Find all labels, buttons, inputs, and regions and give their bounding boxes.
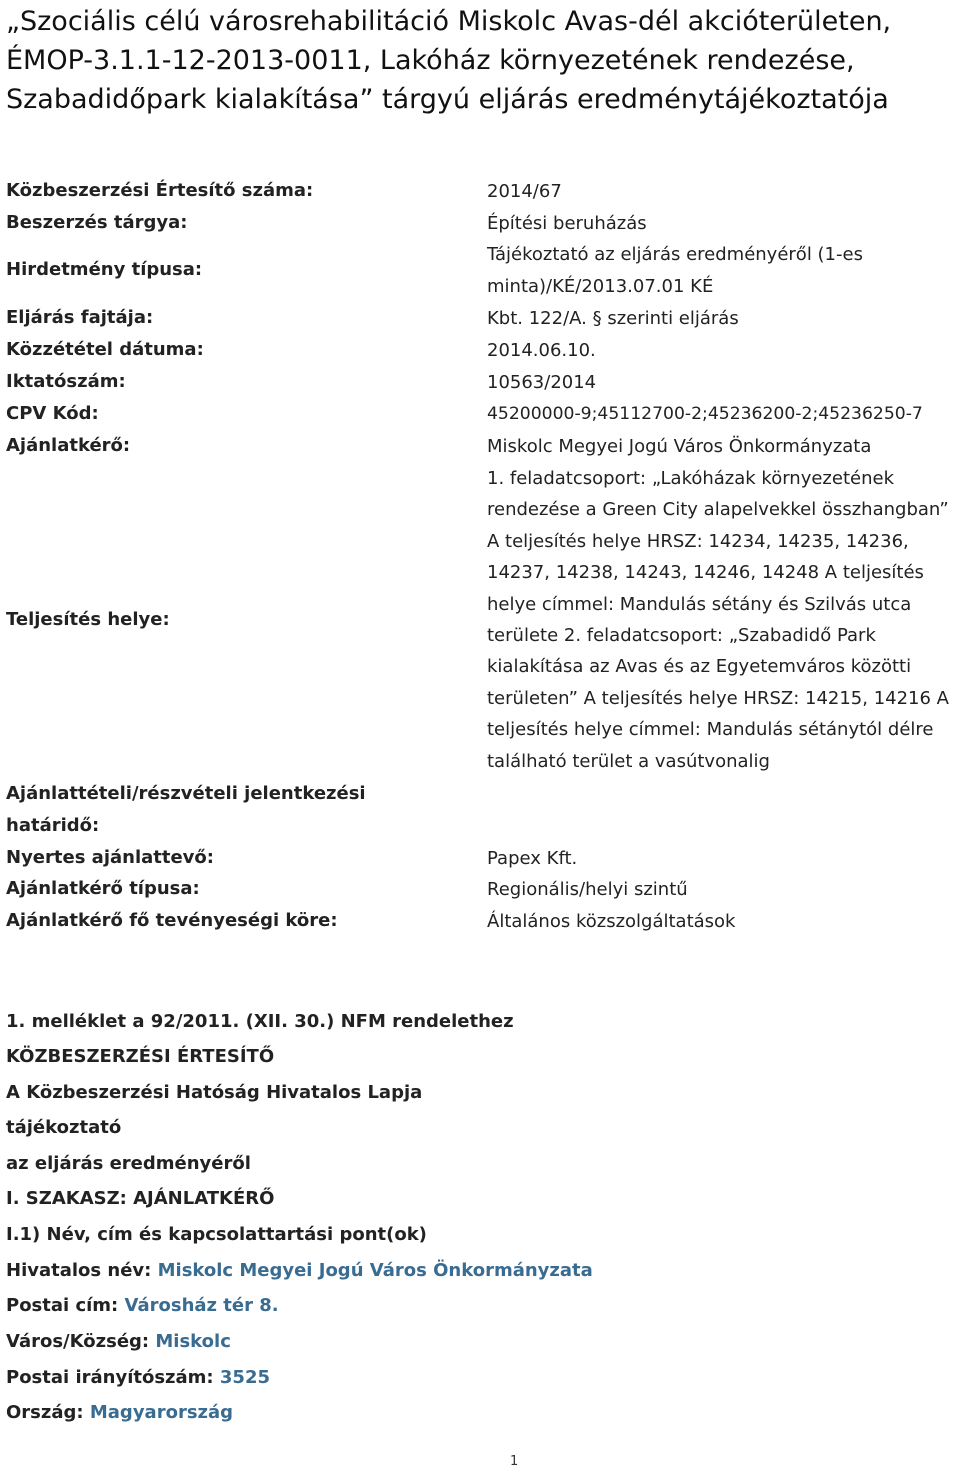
ertesito-heading: KÖZBESZERZÉSI ÉRTESÍTŐ (6, 1046, 275, 1067)
document-title (6, 2, 956, 119)
teljesites-line: található terület a vasútvonalig (487, 750, 770, 772)
hatarido-line: Ajánlattételi/részvételi jelentkezési (6, 783, 366, 804)
cpv-label: CPV Kód: (6, 403, 99, 424)
teljesites-line: teljesítés helye címmel: Mandulás sétánytól délre (487, 719, 934, 741)
irsz-label: Postai irányítószám: (6, 1367, 220, 1388)
irsz-row (6, 1367, 270, 1388)
fajta-label: Eljárás fajtája: (6, 307, 154, 328)
teljesites-line: kialakítása az Avas és az Egyetemváros közötti (487, 656, 912, 678)
postai-cim-row (6, 1295, 279, 1316)
teljesites-line: rendezése a Green City alapelvekkel összhangban” (487, 499, 949, 521)
hatarido-line: határidő: (6, 815, 100, 836)
iktato-label: Iktatószám: (6, 371, 126, 392)
irsz-value: 3525 (219, 1367, 271, 1388)
melleklet-heading: 1. melléklet a 92/2011. (XII. 30.) NFM rendelethez (6, 1011, 514, 1032)
hirdetmeny-value (487, 239, 863, 303)
hirdetmeny-line: minta)/KÉ/2013.07.01 KÉ (487, 276, 714, 297)
orszag-value: Magyarország (89, 1402, 234, 1423)
teljesites-line: területen” A teljesítés helye HRSZ: 14215, 14216 A (487, 687, 949, 709)
title-line: Szabadidőpark kialakítása” tárgyú eljárás eredménytájékoztatója (6, 84, 889, 115)
teljesites-line: 14237, 14238, 14243, 14246, 14248 A teljesítés (487, 562, 924, 584)
teljesites-label: Teljesítés helye: (6, 609, 170, 630)
kor-value: Általános közszolgáltatások (487, 911, 736, 932)
targy-label: Beszerzés tárgya: (6, 212, 188, 233)
ertesito-label: Közbeszerzési Értesítő száma: (6, 180, 314, 201)
varos-row (6, 1331, 231, 1352)
varos-label: Város/Község: (6, 1331, 156, 1352)
hivatalos-nev-row (6, 1260, 593, 1281)
teljesites-line: területe 2. feladatcsoport: „Szabadidő Park (487, 625, 876, 647)
lapja-heading: A Közbeszerzési Hatóság Hivatalos Lapja (6, 1082, 423, 1103)
postai-cim-label: Postai cím: (6, 1295, 125, 1316)
varos-value: Miskolc (155, 1331, 231, 1352)
postai-cim-value: Városház tér 8. (124, 1295, 279, 1316)
hivatalos-nev-label: Hivatalos név: (6, 1260, 158, 1281)
kozzetetel-label: Közzététel dátuma: (6, 339, 204, 360)
ertesito-value: 2014/67 (487, 181, 562, 202)
kozzetetel-value: 2014.06.10. (487, 340, 596, 361)
hirdetmeny-line: Tájékoztató az eljárás eredményéről (1-es (487, 244, 863, 265)
hivatalos-nev-value: Miskolc Megyei Jogú Város Önkormányzata (157, 1260, 593, 1281)
page-number: 1 (510, 1454, 519, 1469)
nyertes-value: Papex Kft. (487, 848, 578, 869)
title-line: „Szociális célú városrehabilitáció Miskolc Avas-dél akcióterületen, (6, 6, 892, 37)
szakasz-heading: I. SZAKASZ: AJÁNLATKÉRŐ (6, 1188, 275, 1209)
tajekoztato-heading: tájékoztató (6, 1117, 122, 1138)
ajanlatkero-value: Miskolc Megyei Jogú Város Önkormányzata (487, 436, 872, 457)
fajta-value: Kbt. 122/A. § szerinti eljárás (487, 308, 739, 329)
orszag-row (6, 1402, 233, 1423)
hatarido-label (6, 778, 366, 842)
title-line: ÉMOP-3.1.1-12-2013-0011, Lakóház környezetének rendezése, (6, 45, 855, 76)
cpv-value: 45200000-9;45112700-2;45236200-2;45236250-7 (487, 404, 923, 424)
tipus-label: Ajánlatkérő típusa: (6, 878, 200, 899)
iktato-value: 10563/2014 (487, 372, 597, 393)
teljesites-line: helye címmel: Mandulás sétány és Szilvás utca (487, 593, 912, 615)
teljesites-value (487, 463, 949, 777)
nyertes-label: Nyertes ajánlattevő: (6, 847, 214, 868)
kor-label: Ajánlatkérő fő tevényeségi köre: (6, 910, 338, 931)
hirdetmeny-label: Hirdetmény típusa: (6, 259, 203, 280)
teljesites-line: 1. feladatcsoport: „Lakóházak környezetének (487, 468, 894, 489)
orszag-label: Ország: (6, 1402, 90, 1423)
targy-value: Építési beruházás (487, 213, 647, 234)
eredmeny-heading: az eljárás eredményéről (6, 1153, 251, 1174)
nev-cim-heading: I.1) Név, cím és kapcsolattartási pont(ok) (6, 1224, 427, 1245)
ajanlatkero-label: Ajánlatkérő: (6, 435, 131, 456)
tipus-value: Regionális/helyi szintű (487, 879, 688, 900)
teljesites-line: A teljesítés helye HRSZ: 14234, 14235, 14236, (487, 530, 909, 552)
